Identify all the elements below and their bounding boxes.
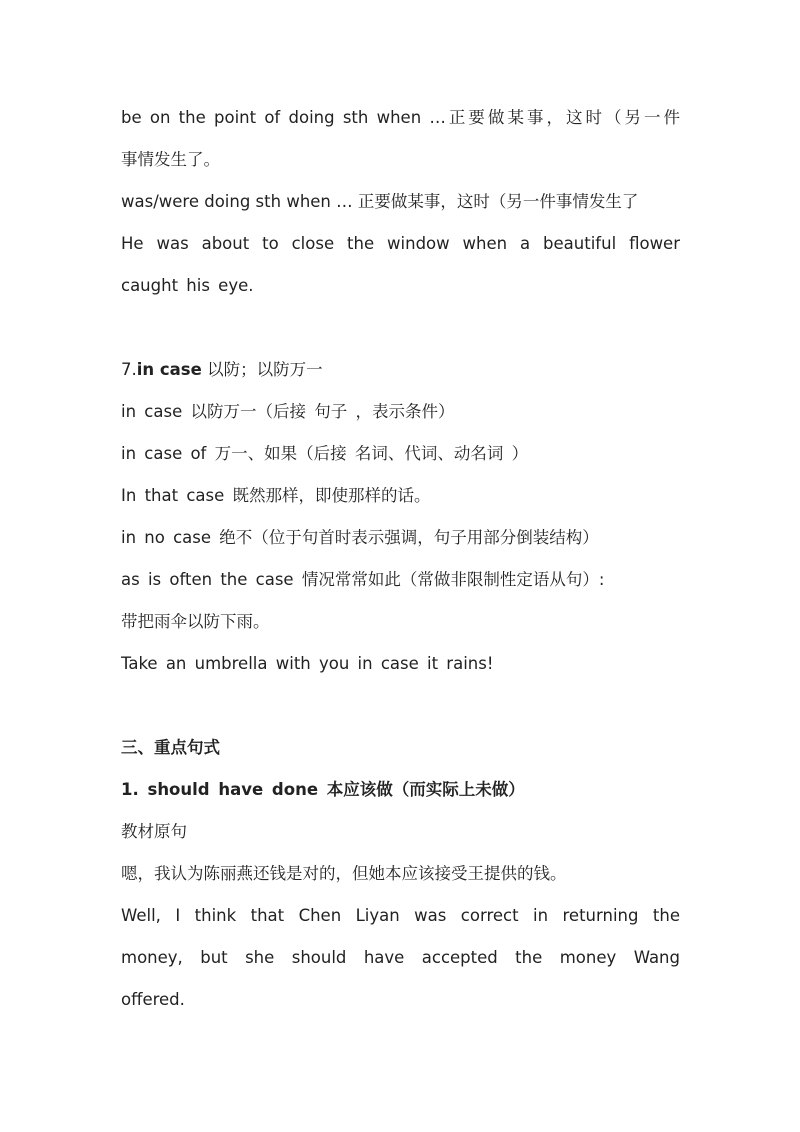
item-1-title: 1. should have done 本应该做（而实际上未做） xyxy=(121,780,525,799)
part-3-heading: 三、重点句式 xyxy=(121,738,220,757)
list-item: as is often the case 情况常常如此（常做非限制性定语从句）: xyxy=(121,570,605,589)
textbook-sentence-label: 教材原句 xyxy=(121,822,187,841)
phrase-be-on-the-point-line-1: be on the point of doing sth when …正要做某事，这时（另一件 xyxy=(121,108,680,127)
list-item: 带把雨伞以防下雨。 xyxy=(121,612,270,631)
phrase-was-were-doing: was/were doing sth when … 正要做某事，这时（另一件事情发生了 xyxy=(121,192,639,211)
section-7-heading xyxy=(121,358,680,382)
section-7-number: 7. xyxy=(121,360,137,379)
phrase-be-on-the-point-line-2: 事情发生了。 xyxy=(121,150,220,169)
english-sentence-line-3: offered. xyxy=(121,990,185,1009)
list-item: in case 以防万一（后接 句子 ，表示条件） xyxy=(121,402,455,421)
english-sentence-line-1: Well, I think that Chen Liyan was correct in returning the xyxy=(121,906,680,925)
list-item: in case of 万一、如果（后接 名词、代词、动名词 ） xyxy=(121,444,529,463)
list-item: in no case 绝不（位于句首时表示强调，句子用部分倒装结构） xyxy=(121,528,599,547)
english-sentence-line-2: money, but she should have accepted the money Wang xyxy=(121,948,680,967)
example-sentence-line-1: He was about to close the window when a beautiful flower xyxy=(121,234,680,253)
list-item: In that case 既然那样，即使那样的话。 xyxy=(121,486,431,505)
list-item: Take an umbrella with you in case it rains! xyxy=(121,654,494,673)
section-7-term: in case xyxy=(136,360,202,379)
example-sentence-line-2: caught his eye. xyxy=(121,276,254,295)
chinese-sentence: 嗯，我认为陈丽燕还钱是对的，但她本应该接受王提供的钱。 xyxy=(121,864,567,883)
section-7-meaning: 以防；以防万一 xyxy=(207,360,323,379)
